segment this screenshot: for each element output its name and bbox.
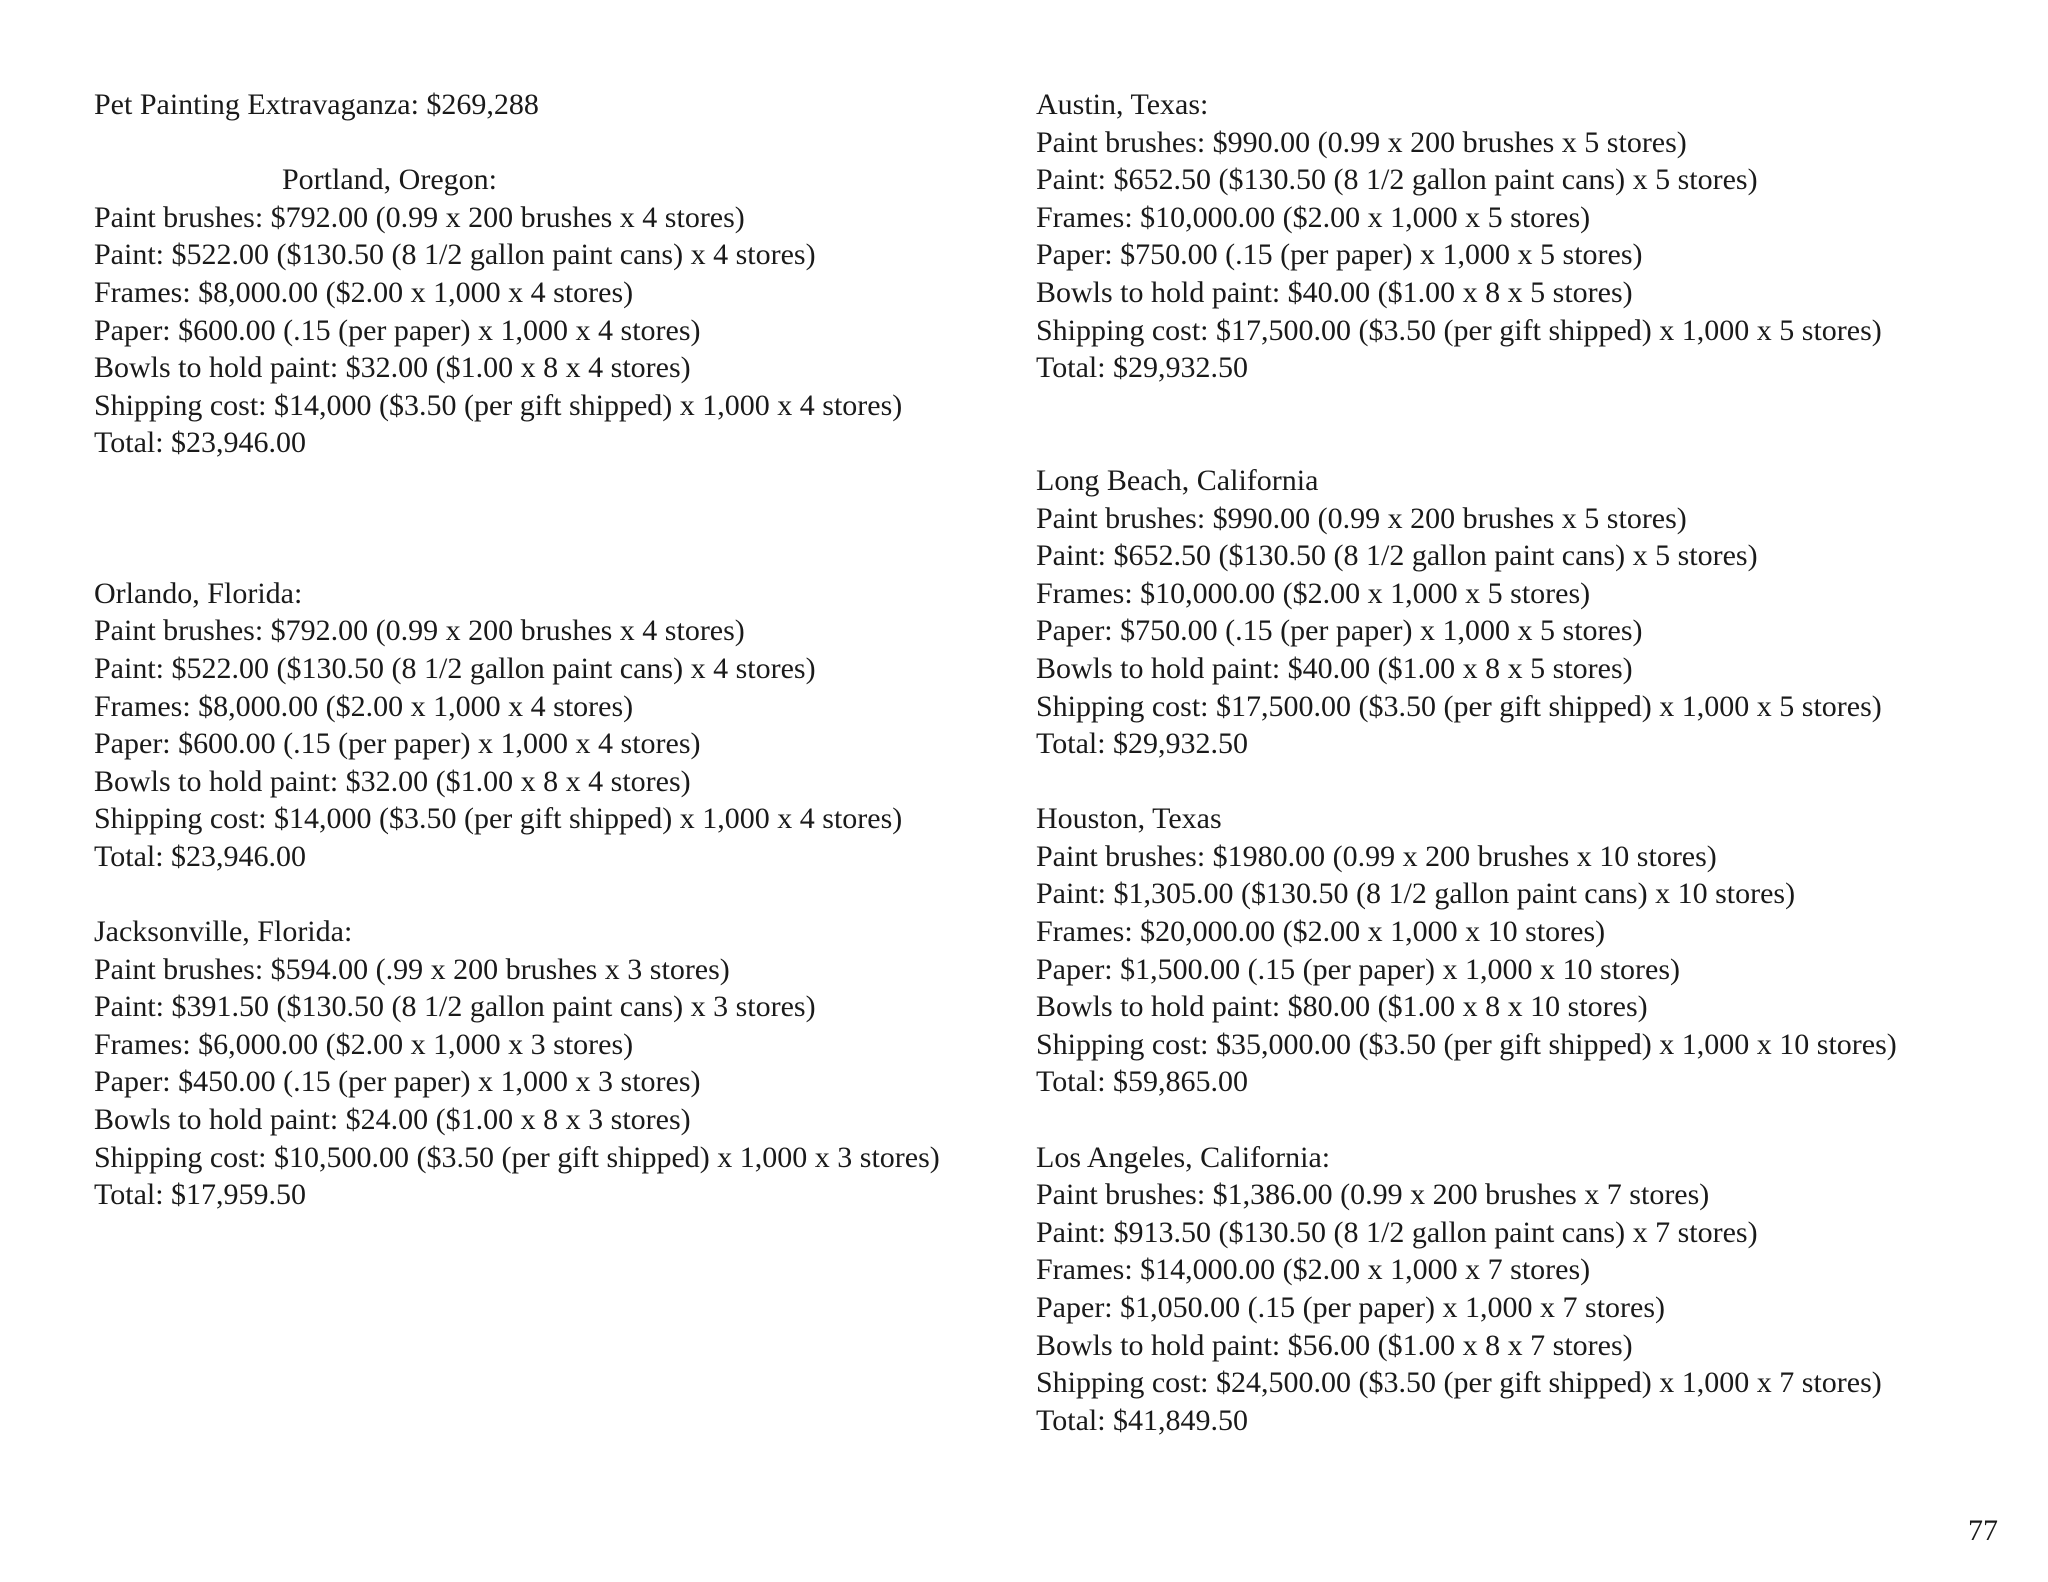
cost-line: Paper: $450.00 (.15 (per paper) x 1,000 x 3 stores): [94, 1065, 701, 1099]
cost-line: Frames: $20,000.00 ($2.00 x 1,000 x 10 stores): [1036, 915, 1606, 949]
cost-line: Paint: $913.50 ($130.50 (8 1/2 gallon paint cans) x 7 stores): [1036, 1215, 1758, 1249]
section-total: Total: $59,865.00: [1036, 1065, 1249, 1099]
section-total: Total: $29,932.50: [1036, 727, 1249, 761]
cost-line: Paint: $652.50 ($130.50 (8 1/2 gallon paint cans) x 5 stores): [1036, 539, 1758, 573]
section-austin: [1036, 86, 1996, 387]
cost-line: Shipping cost: $10,500.00 ($3.50 (per gift shipped) x 1,000 x 3 stores): [94, 1140, 940, 1174]
cost-line: Paint: $652.50 ($130.50 (8 1/2 gallon paint cans) x 5 stores): [1036, 163, 1758, 197]
cost-line: Paint brushes: $594.00 (.99 x 200 brushes x 3 stores): [94, 952, 730, 986]
spacer: [1036, 387, 1996, 462]
spacer: [1036, 763, 1996, 801]
cost-line: Frames: $10,000.00 ($2.00 x 1,000 x 5 stores): [1036, 576, 1591, 610]
cost-line: Paint brushes: $1,386.00 (0.99 x 200 brushes x 7 stores): [1036, 1178, 1710, 1212]
cost-line: Bowls to hold paint: $32.00 ($1.00 x 8 x 4 stores): [94, 764, 691, 798]
cost-line: Bowls to hold paint: $40.00 ($1.00 x 8 x 5 stores): [1036, 651, 1633, 685]
cost-line: Paint: $522.00 ($130.50 (8 1/2 gallon paint cans) x 4 stores): [94, 651, 816, 685]
cost-line: Paper: $1,050.00 (.15 (per paper) x 1,000 x 7 stores): [1036, 1291, 1666, 1324]
cost-line: Frames: $6,000.00 ($2.00 x 1,000 x 3 stores): [94, 1027, 634, 1061]
cost-line: Bowls to hold paint: $24.00 ($1.00 x 8 x 3 stores): [94, 1103, 691, 1137]
section-total: Total: $23,946.00: [94, 426, 307, 460]
cost-line: Paper: $750.00 (.15 (per paper) x 1,000 x 5 stores): [1036, 614, 1643, 648]
section-los-angeles: [1036, 1139, 1996, 1440]
cost-line: Shipping cost: $24,500.00 ($3.50 (per gift shipped) x 1,000 x 7 stores): [1036, 1366, 1882, 1400]
section-heading: Los Angeles, California:: [1036, 1140, 1331, 1174]
cost-line: Shipping cost: $14,000 ($3.50 (per gift shipped) x 1,000 x 4 stores): [94, 802, 903, 836]
section-heading: Jacksonville, Florida:: [94, 915, 353, 949]
section-orlando: [94, 575, 1014, 876]
cost-line: Bowls to hold paint: $32.00 ($1.00 x 8 x 4 stores): [94, 351, 691, 385]
section-total: Total: $23,946.00: [94, 839, 307, 873]
cost-line: Bowls to hold paint: $80.00 ($1.00 x 8 x 10 stores): [1036, 990, 1648, 1024]
cost-line: Paint brushes: $990.00 (0.99 x 200 brushes x 5 stores): [1036, 125, 1687, 159]
cost-line: Paper: $750.00 (.15 (per paper) x 1,000 x 5 stores): [1036, 238, 1643, 272]
cost-line: Frames: $8,000.00 ($2.00 x 1,000 x 4 stores): [94, 689, 634, 723]
cost-line: Shipping cost: $17,500.00 ($3.50 (per gift shipped) x 1,000 x 5 stores): [1036, 689, 1882, 723]
section-houston: [1036, 800, 1996, 1101]
cost-line: Shipping cost: $14,000 ($3.50 (per gift shipped) x 1,000 x 4 stores): [94, 388, 903, 422]
section-total: Total: $29,932.50: [1036, 351, 1249, 385]
section-jacksonville: [94, 913, 1014, 1214]
section-heading: Orlando, Florida:: [94, 576, 303, 610]
cost-line: Paint brushes: $792.00 (0.99 x 200 brushes x 4 stores): [94, 200, 745, 234]
section-total: Total: $17,959.50: [94, 1178, 307, 1212]
section-heading: Houston, Texas: [1036, 802, 1222, 836]
cost-line: Paint: $522.00 ($130.50 (8 1/2 gallon paint cans) x 4 stores): [94, 238, 816, 272]
spacer: [94, 462, 1014, 575]
section-portland: [94, 161, 1014, 462]
cost-line: Shipping cost: $17,500.00 ($3.50 (per gift shipped) x 1,000 x 5 stores): [1036, 313, 1882, 347]
cost-line: Paint brushes: $792.00 (0.99 x 200 brushes x 4 stores): [94, 614, 745, 648]
cost-line: Paint brushes: $990.00 (0.99 x 200 brushes x 5 stores): [1036, 501, 1687, 535]
cost-line: Frames: $14,000.00 ($2.00 x 1,000 x 7 stores): [1036, 1253, 1591, 1287]
spacer: [94, 875, 1014, 913]
section-heading: Portland, Oregon:: [282, 163, 497, 197]
section-total: Total: $41,849.50: [1036, 1403, 1249, 1437]
cost-line: Bowls to hold paint: $56.00 ($1.00 x 8 x 7 stores): [1036, 1328, 1633, 1362]
cost-line: Bowls to hold paint: $40.00 ($1.00 x 8 x 5 stores): [1036, 275, 1633, 309]
left-column: [94, 86, 1014, 1214]
cost-line: Frames: $10,000.00 ($2.00 x 1,000 x 5 stores): [1036, 200, 1591, 234]
cost-line: Frames: $8,000.00 ($2.00 x 1,000 x 4 stores): [94, 275, 634, 309]
spacer: [1036, 1101, 1996, 1139]
spacer: [94, 124, 1014, 162]
section-long-beach: [1036, 462, 1996, 763]
page-number: 77: [1968, 1514, 1998, 1547]
cost-line: Shipping cost: $35,000.00 ($3.50 (per gift shipped) x 1,000 x 10 stores): [1036, 1027, 1897, 1061]
cost-line: Paint: $391.50 ($130.50 (8 1/2 gallon paint cans) x 3 stores): [94, 990, 816, 1024]
cost-line: Paper: $1,500.00 (.15 (per paper) x 1,000 x 10 stores): [1036, 952, 1681, 986]
section-heading: Austin, Texas:: [1036, 88, 1209, 121]
cost-line: Paper: $600.00 (.15 (per paper) x 1,000 x 4 stores): [94, 313, 701, 347]
cost-line: Paint: $1,305.00 ($130.50 (8 1/2 gallon paint cans) x 10 stores): [1036, 877, 1796, 911]
right-column: [1036, 86, 1996, 1439]
cost-line: Paper: $600.00 (.15 (per paper) x 1,000 x 4 stores): [94, 727, 701, 761]
cost-line: Paint brushes: $1980.00 (0.99 x 200 brushes x 10 stores): [1036, 839, 1717, 873]
section-heading: Long Beach, California: [1036, 463, 1319, 497]
document-title: Pet Painting Extravaganza: $269,288: [94, 88, 539, 121]
